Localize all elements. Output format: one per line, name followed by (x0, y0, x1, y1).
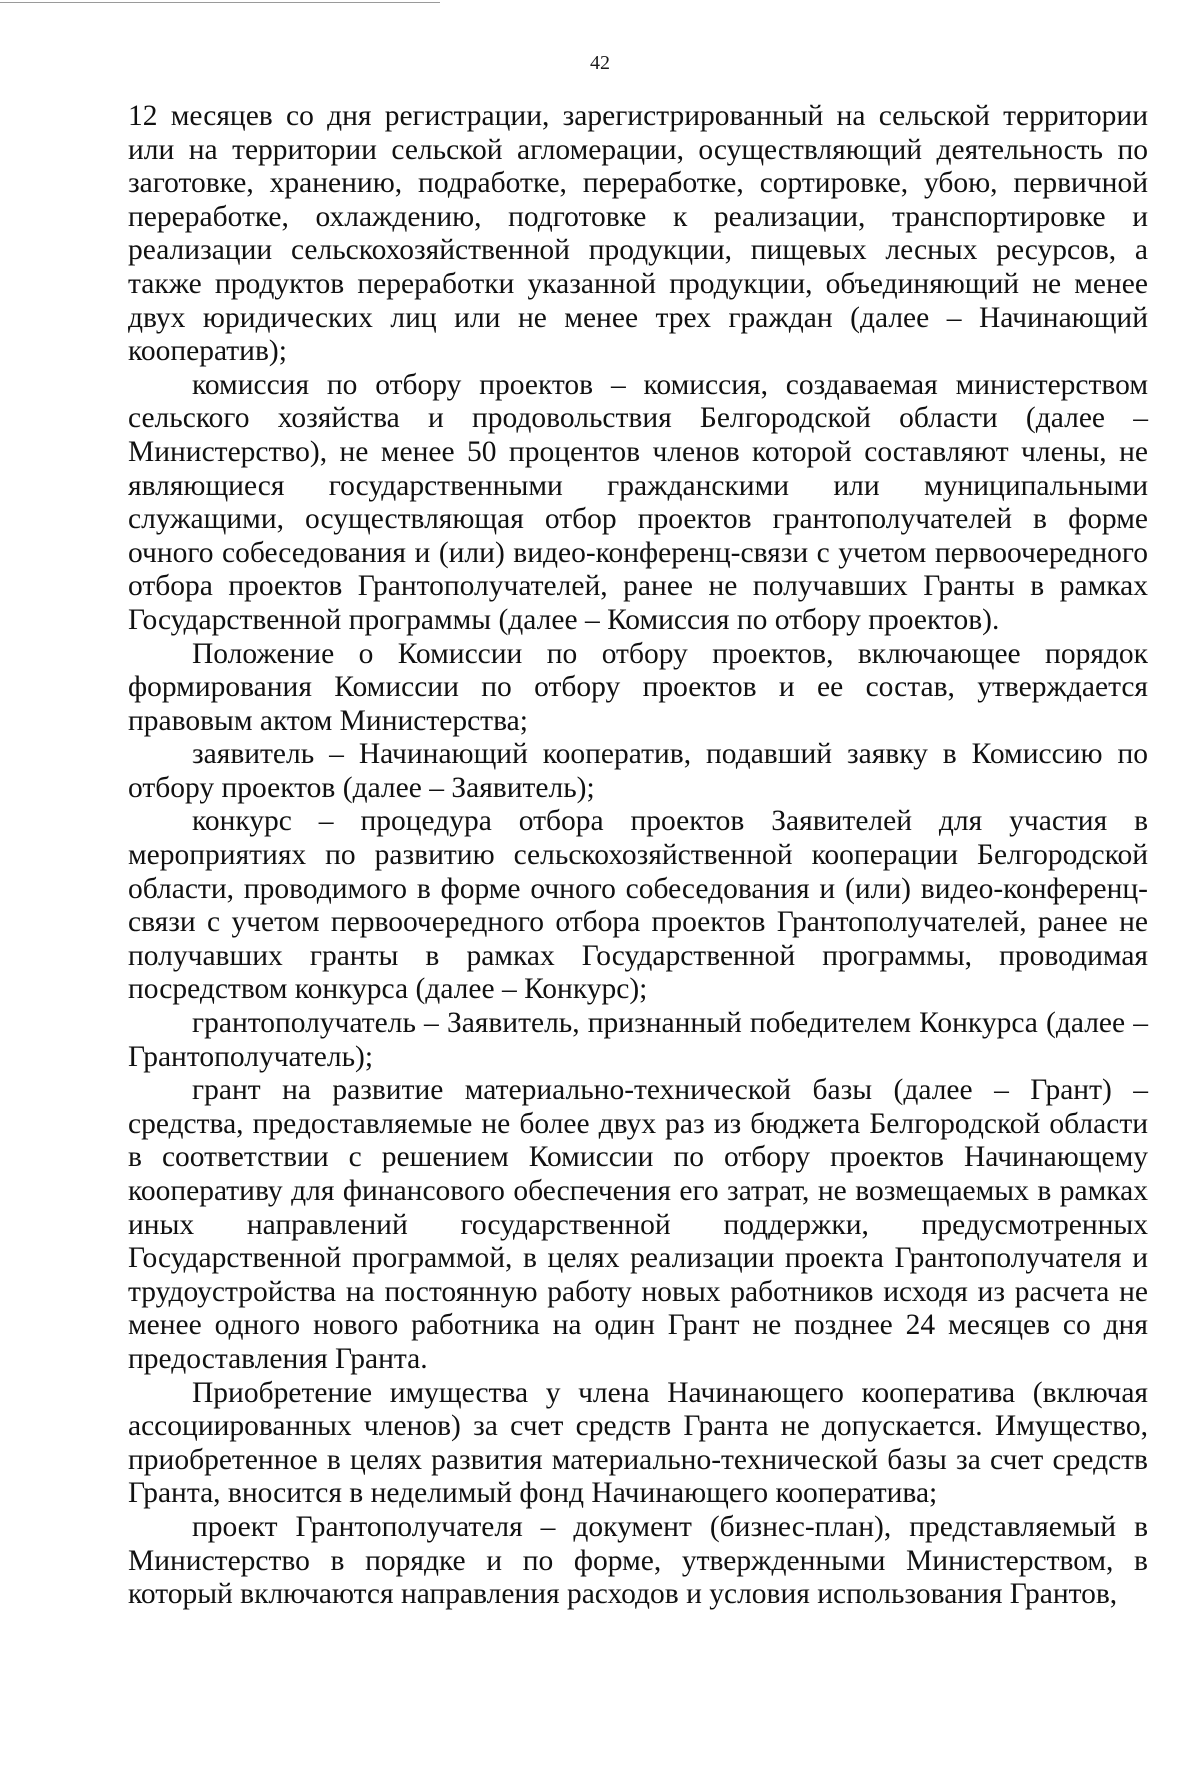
paragraph-cooperative-definition-continued: 12 месяцев со дня регистрации, зарегистрированный на сельской территории или на территории сельской агломерации, осуществляющий деятельность по заготовке, хранению, подработке, переработке, сортировке, убою, первичной переработке, охлаждению, подготовке к реализации, транспортировке и реализации сельскохозяйственной продукции, пищевых лесных ресурсов, а также продуктов переработки указанной продукции, объединяющий не менее двух юридических лиц или не менее трех граждан (далее – Начинающий кооператив); (128, 100, 1148, 368)
paragraph-grant-recipient: грантополучатель – Заявитель, признанный победителем Конкурса (далее – Грантополучатель); (128, 1007, 1148, 1073)
document-body (128, 100, 1148, 1612)
paragraph-commission-regulation: Положение о Комиссии по отбору проектов, включающее порядок формирования Комиссии по отбору проектов и ее состав, утверждается правовым актом Министерства; (128, 637, 1148, 737)
paragraph-competition: конкурс – процедура отбора проектов Заявителей для участия в мероприятиях по развитию сельскохозяйственной кооперации Белгородской области, проводимого в форме очного собеседования и (или) видео-конференц-связи с учетом первоочередного отбора проектов Грантополучателей, ранее не получавших гранты в рамках Государственной программы, проводимая посредством конкурса (далее – Конкурс); (128, 805, 1148, 1006)
paragraph-applicant: заявитель – Начинающий кооператив, подавший заявку в Комиссию по отбору проектов (далее – Заявитель); (128, 738, 1148, 804)
paragraph-grant: грант на развитие материально-технической базы (далее – Грант) – средства, предоставляемые не более двух раз из бюджета Белгородской области в соответствии с решением Комиссии по отбору проектов Начинающему кооперативу для финансового обеспечения его затрат, не возмещаемых в рамках иных направлений государственной поддержки, предусмотренных Государственной программой, в целях реализации проекта Грантополучателя и трудоустройства на постоянную работу новых работников исходя из расчета не менее одного нового работника на один Грант не позднее 24 месяцев со дня предоставления Гранта. (128, 1074, 1148, 1375)
paragraph-property-acquisition: Приобретение имущества у члена Начинающего кооператива (включая ассоциированных членов) за счет средств Гранта не допускается. Имущество, приобретенное в целях развития материально-технической базы за счет средств Гранта, вносится в неделимый фонд Начинающего кооператива; (128, 1376, 1148, 1510)
page-number: 42 (590, 52, 610, 74)
paragraph-selection-commission: комиссия по отбору проектов – комиссия, создаваемая министерством сельского хозяйства и продовольствия Белгородской области (далее – Министерство), не менее 50 процентов членов которой составляют члены, не являющиеся государственными гражданскими или муниципальными служащими, осуществляющая отбор проектов грантополучателей в форме очного собеседования и (или) видео-конференц-связи с учетом первоочередного отбора проектов Грантополучателей, ранее не получавших Гранты в рамках Государственной программы (далее – Комиссия по отбору проектов). (128, 368, 1148, 636)
paragraph-recipient-project: проект Грантополучателя – документ (бизнес-план), представляемый в Министерство в порядке и по форме, утвержденными Министерством, в который включаются направления расходов и условия использования Грантов, (128, 1510, 1148, 1611)
scan-edge-line (0, 2, 440, 3)
